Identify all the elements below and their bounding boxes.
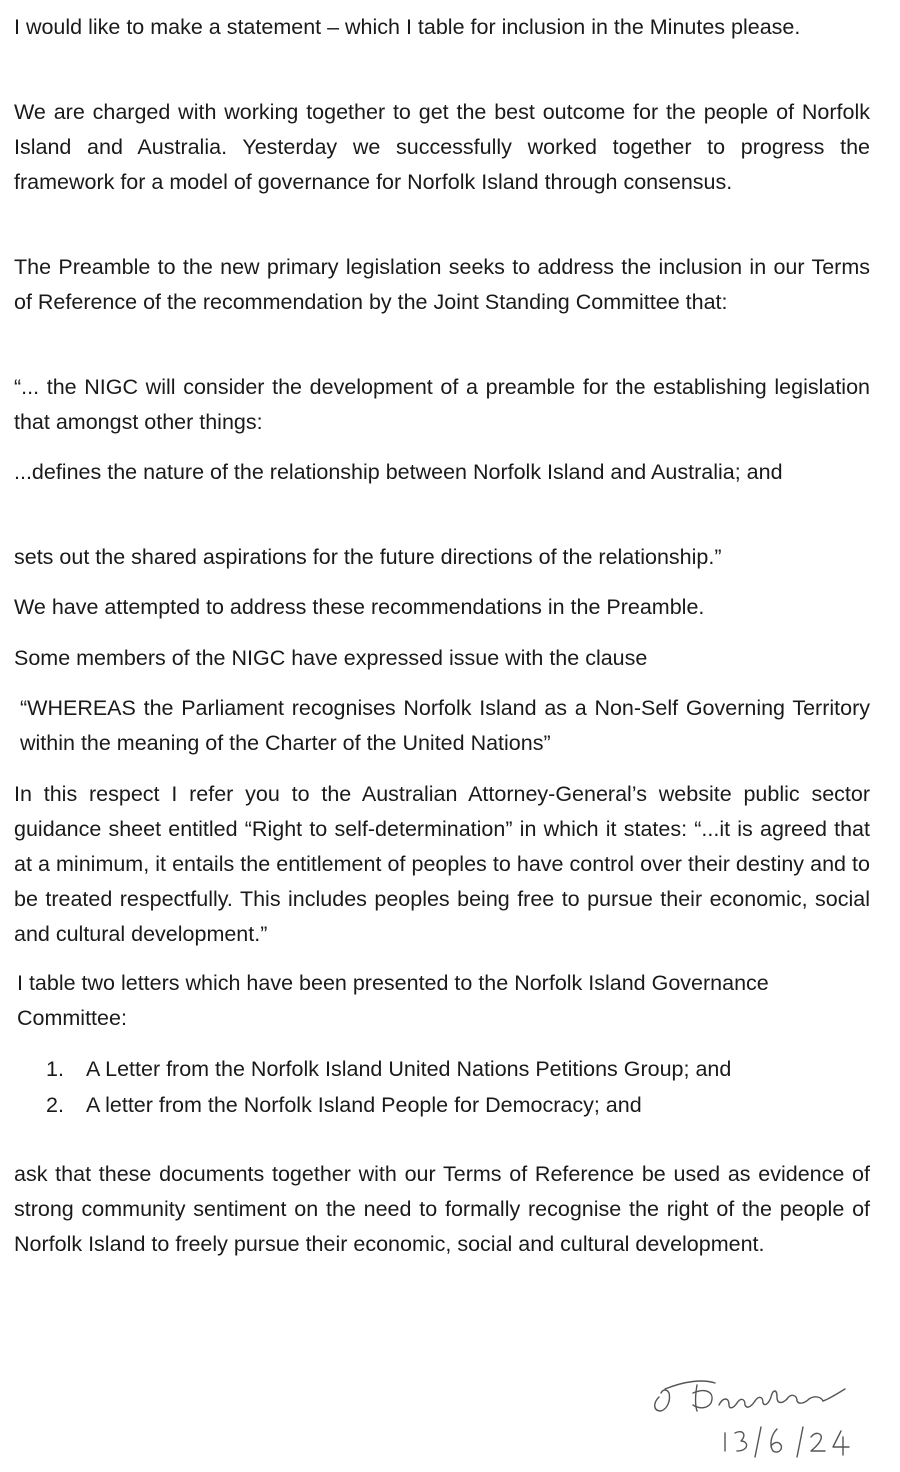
paragraph-attorney-general: In this respect I refer you to the Australian Attorney-General’s website public sector guidance sheet entitled “Right to self-determination” in which it states: “...it is agreed that at a minimum, it entails the entitlement of peoples to have control over their destiny and to be treated respectfully. This includes peoples being free to pursue their economic, social and cultural development.” bbox=[14, 782, 870, 946]
paragraph-ask: ask that these documents together with our Terms of Reference be used as evidence of strong community sentiment on the need to formally recognise the right of the people of Norfolk Island to freely pursue their economic, social and cultural development. bbox=[14, 1162, 870, 1256]
list-item bbox=[46, 1052, 866, 1088]
list-item bbox=[46, 1088, 866, 1124]
paragraph-charged: We are charged with working together to get the best outcome for the people of Norfolk Island and Australia. Yesterday we successfully worked together to progress the framework for a model of governance for Norfolk Island through consensus. bbox=[14, 100, 870, 194]
handwritten-signature bbox=[645, 1375, 875, 1465]
paragraph-quote-nigc: “... the NIGC will consider the development of a preamble for the establishing legislation that amongst other things: bbox=[14, 375, 870, 434]
paragraph-attempted: We have attempted to address these recommendations in the Preamble. bbox=[14, 595, 705, 619]
paragraph-shared-aspirations: sets out the shared aspirations for the future directions of the relationship.” bbox=[14, 545, 722, 569]
list-item-text: A letter from the Norfolk Island People for Democracy; and bbox=[86, 1093, 642, 1117]
paragraph-statement: I would like to make a statement – which I table for inclusion in the Minutes please. bbox=[14, 15, 801, 39]
paragraph-some-members: Some members of the NIGC have expressed issue with the clause bbox=[14, 646, 648, 670]
paragraph-preamble: The Preamble to the new primary legislation seeks to address the inclusion in our Terms of Reference of the recommendation by the Joint Standing Committee that: bbox=[14, 255, 870, 314]
list-item-number: 2. bbox=[46, 1093, 64, 1117]
paragraph-whereas-clause: “WHEREAS the Parliament recognises Norfolk Island as a Non-Self Governing Territory within the meaning of the Charter of the United Nations” bbox=[20, 696, 870, 755]
paragraph-table-letters: I table two letters which have been presented to the Norfolk Island Governance Committee: bbox=[17, 971, 769, 1030]
letters-list bbox=[46, 1052, 866, 1124]
list-item-text: A Letter from the Norfolk Island United Nations Petitions Group; and bbox=[86, 1057, 732, 1081]
list-item-number: 1. bbox=[46, 1057, 64, 1081]
paragraph-defines: ...defines the nature of the relationship between Norfolk Island and Australia; and bbox=[14, 460, 783, 484]
